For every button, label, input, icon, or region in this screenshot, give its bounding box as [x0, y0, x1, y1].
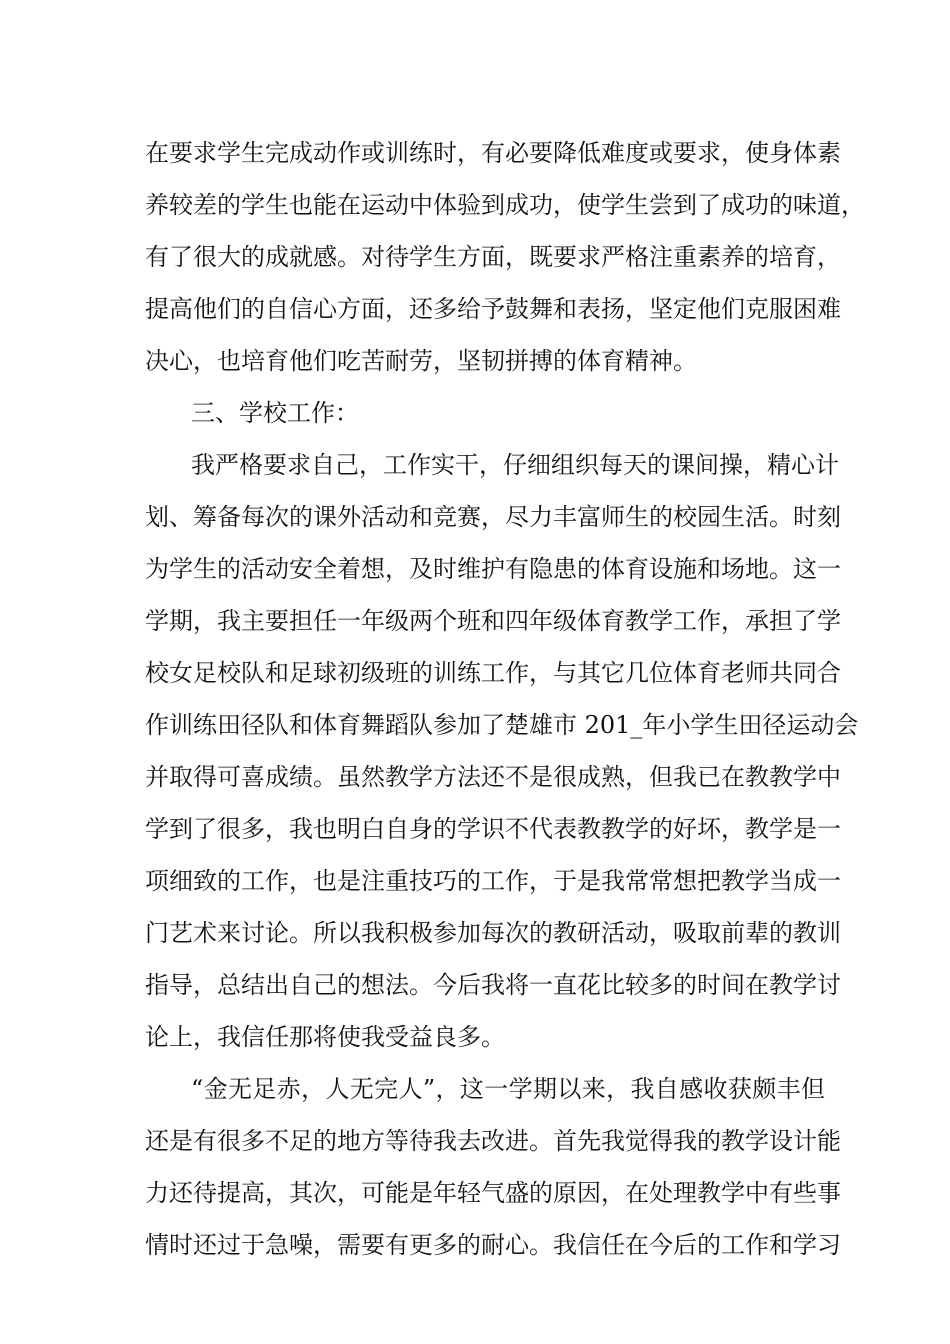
text-line: 论上，我信任那将使我受益良多。: [145, 1023, 505, 1051]
text-line: “金无足赤，人无完人”，这一学期以来，我自感收获颇丰但: [191, 1075, 825, 1103]
section-heading: 三、学校工作：: [191, 399, 359, 427]
text-line: 作训练田径队和体育舞蹈队参加了楚雄市 201_年小学生田径运动会: [145, 711, 859, 739]
text-line: 划、筹备每次的课外活动和竞赛，尽力丰富师生的校园生活。时刻: [145, 503, 841, 531]
text-line: 有了很大的成就感。对待学生方面，既要求严格注重素养的培育，: [145, 243, 841, 271]
text-line: 为学生的活动安全着想，及时维护有隐患的体育设施和场地。这一: [145, 555, 841, 583]
text-line: 情时还过于急噪，需要有更多的耐心。我信任在今后的工作和学习: [145, 1231, 841, 1259]
text-line: 学期，我主要担任一年级两个班和四年级体育教学工作，承担了学: [145, 607, 841, 635]
text-line: 校女足校队和足球初级班的训练工作，与其它几位体育老师共同合: [145, 659, 841, 687]
text-line: 决心，也培育他们吃苦耐劳，坚韧拼搏的体育精神。: [145, 347, 697, 375]
text-line: 我严格要求自己，工作实干，仔细组织每天的课间操，精心计: [191, 451, 839, 479]
text-line: 养较差的学生也能在运动中体验到成功，使学生尝到了成功的味道，: [145, 191, 865, 219]
text-line: 力还待提高，其次，可能是年轻气盛的原因，在处理教学中有些事: [145, 1179, 841, 1207]
text-line: 学到了很多，我也明白自身的学识不代表教教学的好坏，教学是一: [145, 815, 841, 843]
text-line: 项细致的工作，也是注重技巧的工作，于是我常常想把教学当成一: [145, 867, 841, 895]
text-line: 指导，总结出自己的想法。今后我将一直花比较多的时间在教学讨: [145, 971, 841, 999]
body-text: [145, 127, 865, 1271]
text-line: 还是有很多不足的地方等待我去改进。首先我觉得我的教学设计能: [145, 1127, 841, 1155]
text-line: 门艺术来讨论。所以我积极参加每次的教研活动，吸取前辈的教训: [145, 919, 841, 947]
text-line: 提高他们的自信心方面，还多给予鼓舞和表扬，坚定他们克服困难: [145, 295, 841, 323]
text-line: 并取得可喜成绩。虽然教学方法还不是很成熟，但我已在教教学中: [145, 763, 841, 791]
text-line: 在要求学生完成动作或训练时，有必要降低难度或要求，使身体素: [145, 139, 841, 167]
